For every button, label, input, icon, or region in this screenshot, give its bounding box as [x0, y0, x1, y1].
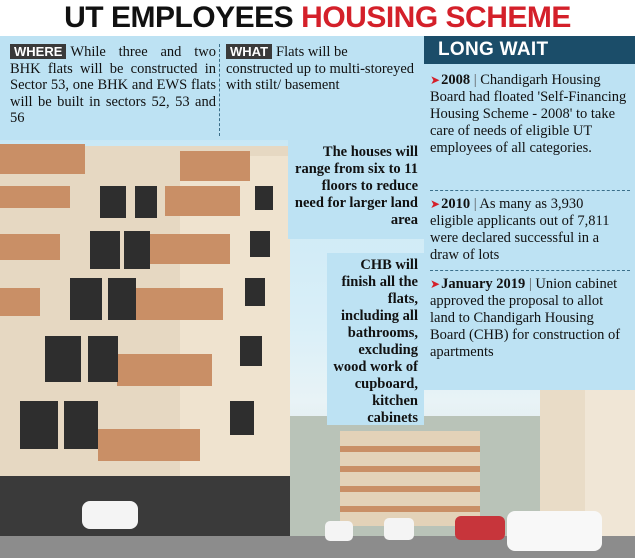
entry-year: January 2019 — [441, 276, 526, 292]
arrow-icon: ➤ — [430, 73, 441, 87]
pipe-separator: | — [473, 196, 477, 212]
where-text: While three and two BHK flats will be constructed in Sector 53, one BHK and EWS flats will be built in sectors 52, 53 and 56 — [10, 44, 216, 126]
pipe-separator: | — [528, 276, 532, 292]
entry-divider — [430, 270, 630, 271]
section-divider — [219, 44, 220, 136]
pipe-separator: | — [473, 72, 477, 88]
callout-floors — [288, 140, 424, 239]
callout-floors-text: The houses will range from six to 11 floors to reduce need for larger land area — [294, 144, 418, 228]
entry-text: Union cabinet approved the proposal to allot land to Chandigarh Housing Board (CHB) for construction of apartments — [430, 276, 621, 360]
what-text: Flats will be constructed up to multi-storeyed with stilt/ basement — [226, 44, 415, 93]
what-tag: WHAT — [226, 44, 272, 59]
where-tag: WHERE — [10, 44, 66, 59]
timeline-entry — [430, 196, 630, 264]
callout-finish-text: CHB will finish all the flats, including all bathrooms, excluding wood work of cupboard, kitchen cabinets — [333, 257, 418, 426]
arrow-icon: ➤ — [430, 277, 441, 291]
entry-divider — [430, 190, 630, 191]
where-section — [10, 44, 216, 127]
headline-part2: HOUSING SCHEME — [301, 1, 571, 34]
entry-text: As many as 3,930 eligible applicants out of 7,811 were declared successful in a draw of lots — [430, 196, 610, 263]
entry-text: Chandigarh Housing Board had floated 'Self-Financing Housing Scheme - 2008' to take care of needs of eligible UT employees of all categories. — [430, 72, 627, 156]
entry-year: 2008 — [441, 72, 471, 88]
arrow-icon: ➤ — [430, 197, 441, 211]
entry-year: 2010 — [441, 196, 471, 212]
headline — [0, 0, 635, 36]
long-wait-title: LONG WAIT — [424, 36, 635, 64]
timeline-entry — [430, 276, 630, 361]
what-section — [226, 44, 416, 94]
headline-part1: UT EMPLOYEES — [64, 1, 294, 34]
timeline-entry — [430, 72, 630, 157]
callout-finish — [327, 253, 424, 425]
